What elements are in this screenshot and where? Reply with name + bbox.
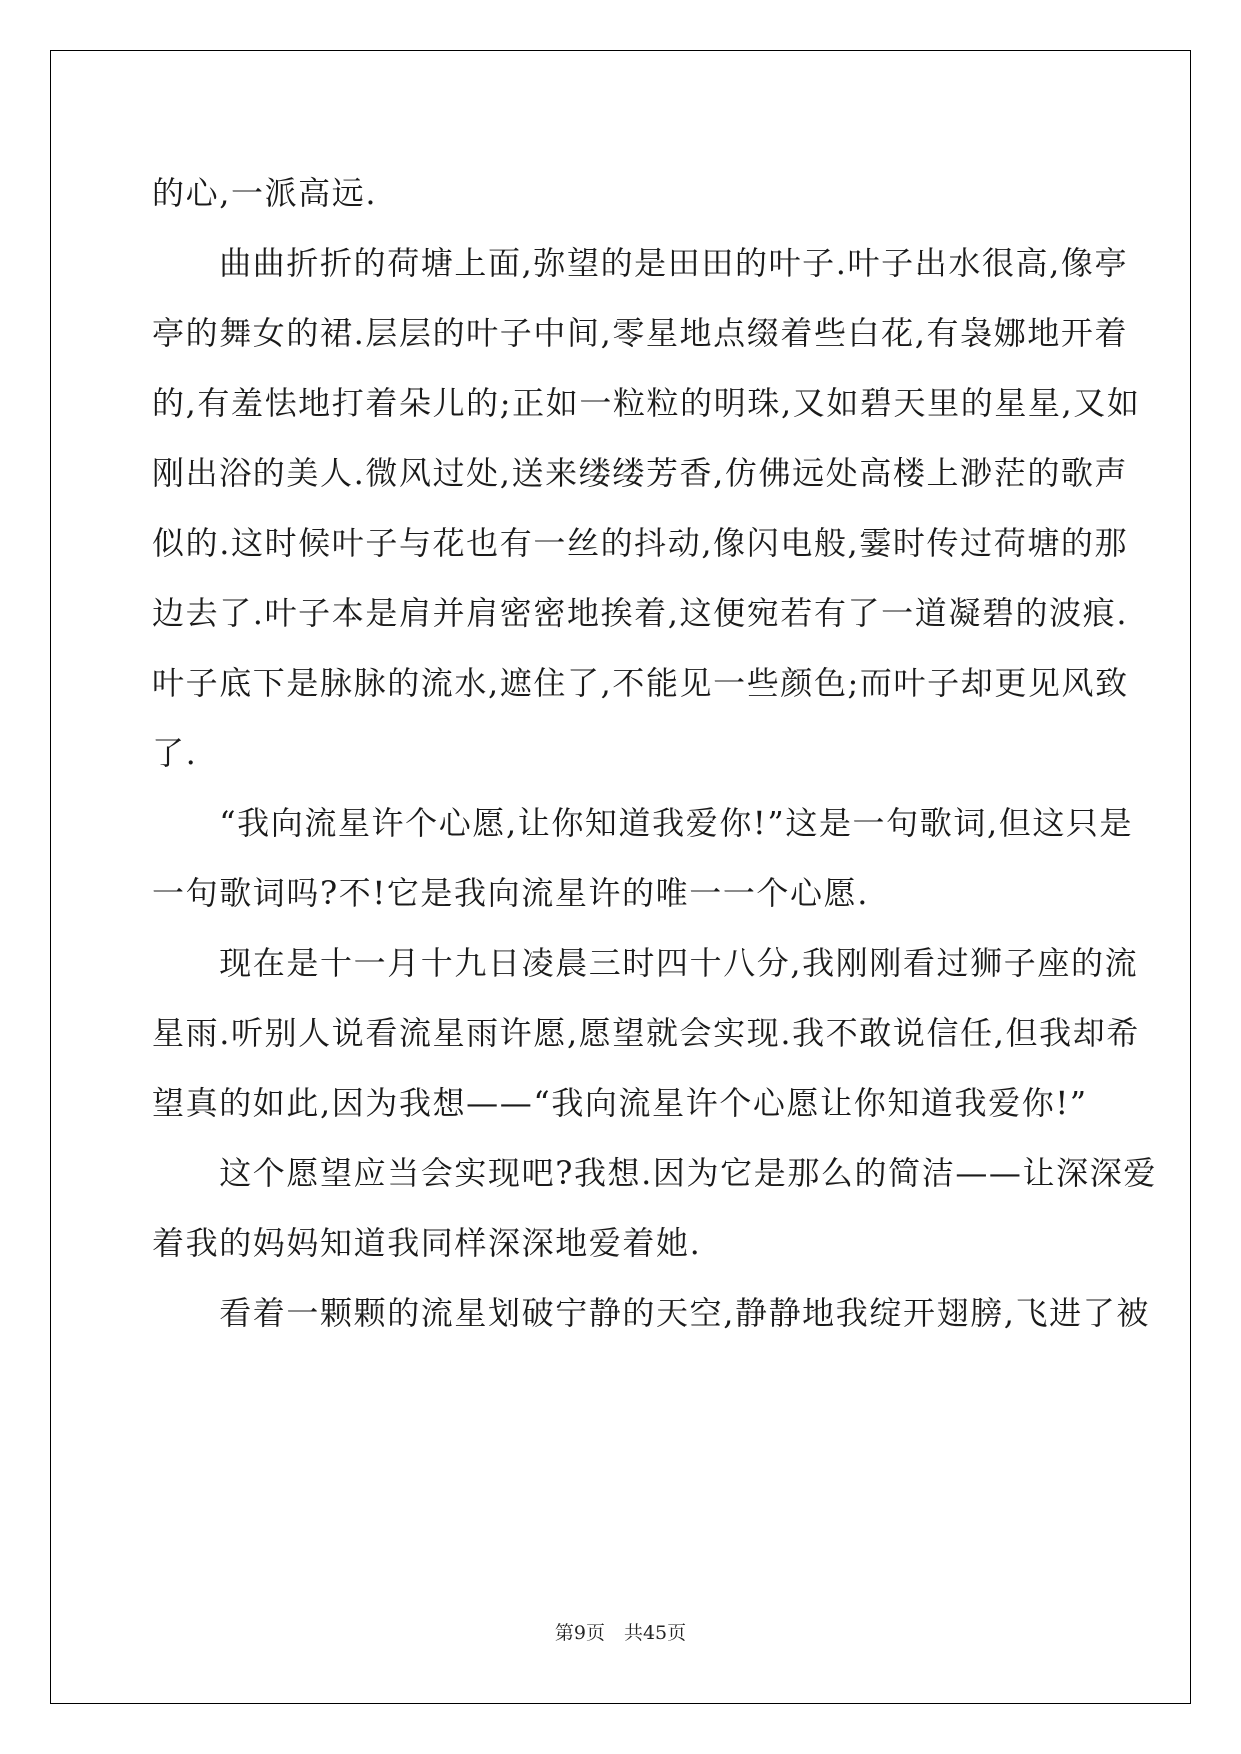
text-line: 的,有羞怯地打着朵儿的;正如一粒粒的明珠,又如碧天里的星星,又如 [152,384,1141,422]
text-line: 这个愿望应当会实现吧?我想.因为它是那么的简洁——让深深爱 [152,1154,1157,1192]
page-number-footer: 第9页 共45页 [554,1622,687,1644]
text-line: 星雨.听别人说看流星雨许愿,愿望就会实现.我不敢说信任,但我却希 [152,1014,1140,1052]
text-line: 现在是十一月十九日凌晨三时四十八分,我刚刚看过狮子座的流 [152,944,1139,982]
text-line: 亭的舞女的裙.层层的叶子中间,零星地点缀着些白花,有袅娜地开着 [152,314,1129,352]
text-line: 叶子底下是脉脉的流水,遮住了,不能见一些颜色;而叶子却更见风致 [152,664,1129,702]
text-line: “我向流星许个心愿,让你知道我爱你!”这是一句歌词,但这只是 [152,804,1134,842]
text-line: 刚出浴的美人.微风过处,送来缕缕芳香,仿佛远处高楼上渺茫的歌声 [152,454,1129,492]
text-line: 一句歌词吗?不!它是我向流星许的唯一一个心愿. [152,874,869,912]
text-line: 望真的如此,因为我想——“我向流星许个心愿让你知道我爱你!” [152,1084,1088,1122]
text-line: 似的.这时候叶子与花也有一丝的抖动,像闪电般,霎时传过荷塘的那 [152,524,1129,562]
text-line: 了. [152,734,198,772]
text-line: 的心,一派高远. [152,174,378,212]
document-body [152,158,1157,1348]
text-line: 曲曲折折的荷塘上面,弥望的是田田的叶子.叶子出水很高,像亭 [152,244,1129,282]
text-line: 着我的妈妈知道我同样深深地爱着她. [152,1224,702,1262]
text-line: 看着一颗颗的流星划破宁静的天空,静静地我绽开翅膀,飞进了被 [152,1294,1150,1332]
text-line: 边去了.叶子本是肩并肩密密地挨着,这便宛若有了一道凝碧的波痕. [152,594,1129,632]
